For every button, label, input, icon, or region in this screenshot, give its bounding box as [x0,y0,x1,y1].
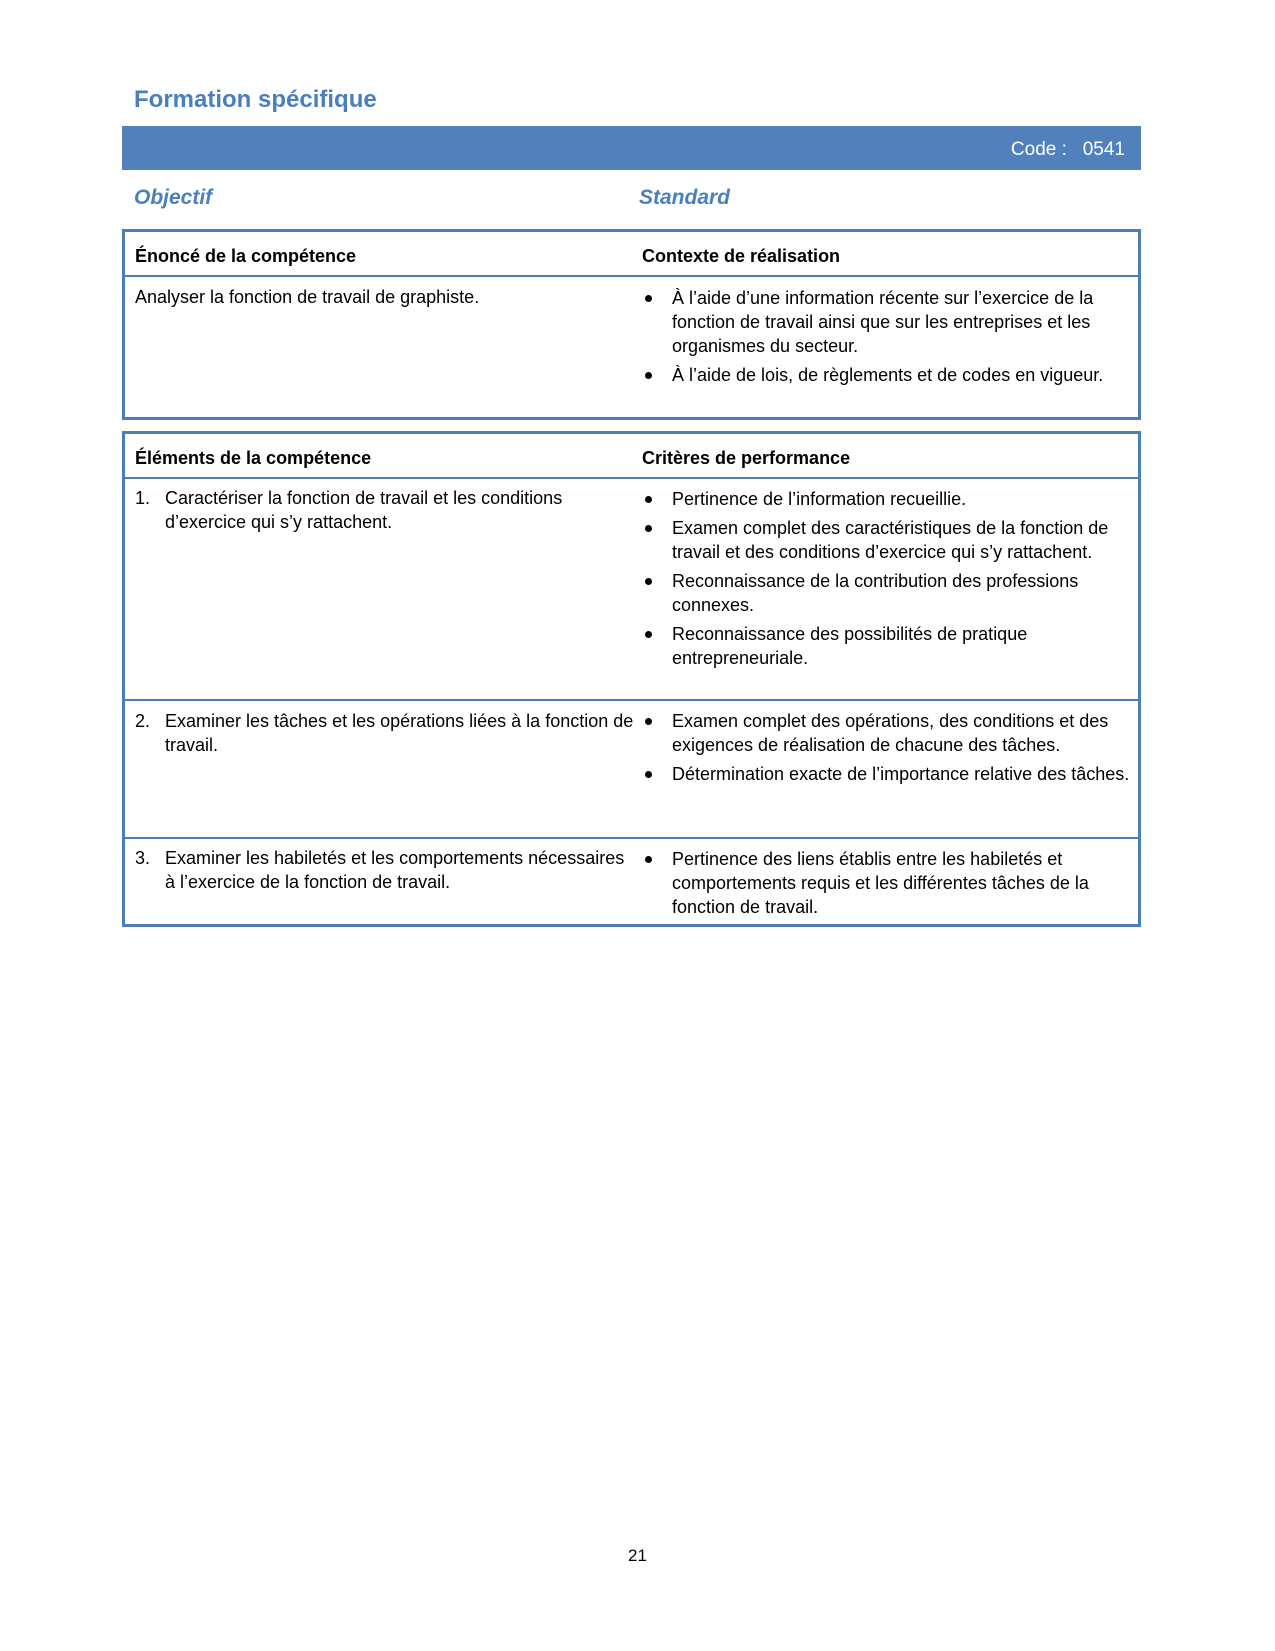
enonce-text: Analyser la fonction de travail de graphiste. [135,287,480,307]
list-item: Examen complet des opérations, des conditions et des exigences de réalisation de chacune des tâches. [642,709,1132,757]
list-item: Reconnaissance de la contribution des professions connexes. [642,569,1132,617]
list-item: À l’aide de lois, de règlements et de codes en vigueur. [642,363,1132,387]
element-label: Caractériser la fonction de travail et les conditions d’exercice qui s’y rattachent. [165,488,563,532]
element-number: 2. [135,711,151,731]
list-item: Reconnaissance des possibilités de pratique entrepreneuriale. [642,622,1132,670]
element-label: Examiner les tâches et les opérations liées à la fonction de travail. [165,711,634,755]
list-item: Examen complet des caractéristiques de la fonction de travail et des conditions d’exercice qui s’y rattachent. [642,516,1132,564]
enonce-table [122,229,1141,420]
elements-table [122,431,1141,927]
criteria-list [642,847,1132,924]
list-item: Pertinence de l’information recueillie. [642,487,1132,511]
list-item: Détermination exacte de l’importance relative des tâches. [642,762,1132,786]
element-text [135,846,635,894]
code-bar [122,126,1141,170]
contexte-header: Contexte de réalisation [642,246,841,266]
table-row [125,701,1138,839]
enonce-header: Énoncé de la compétence [135,246,357,266]
table-row [125,479,1138,701]
enonce-header-row [125,232,1138,277]
elements-header: Éléments de la compétence [135,448,372,468]
enonce-row [125,277,1138,417]
element-number: 3. [135,848,151,868]
element-number: 1. [135,488,151,508]
objectif-heading: Objectif [134,186,213,209]
standard-heading: Standard [639,186,731,209]
element-text [135,709,635,757]
table-row [125,839,1138,924]
list-item: À l’aide d’une information récente sur l’exercice de la fonction de travail ainsi que sur les entreprises et les organismes du secteur. [642,286,1132,358]
criteres-header: Critères de performance [642,448,851,468]
criteria-list [642,487,1132,675]
criteria-list [642,709,1132,791]
element-text [135,486,635,534]
element-label: Examiner les habiletés et les comportements nécessaires à l’exercice de la fonction de travail. [165,848,625,892]
elements-header-row [125,434,1138,479]
page-number: 21 [628,1546,647,1565]
list-item: Pertinence des liens établis entre les habiletés et comportements requis et les différentes tâches de la fonction de travail. [642,847,1132,919]
contexte-list [642,286,1132,392]
competency-code: Code : 0541 [1010,139,1125,160]
page-title: Formation spécifique [134,86,377,113]
